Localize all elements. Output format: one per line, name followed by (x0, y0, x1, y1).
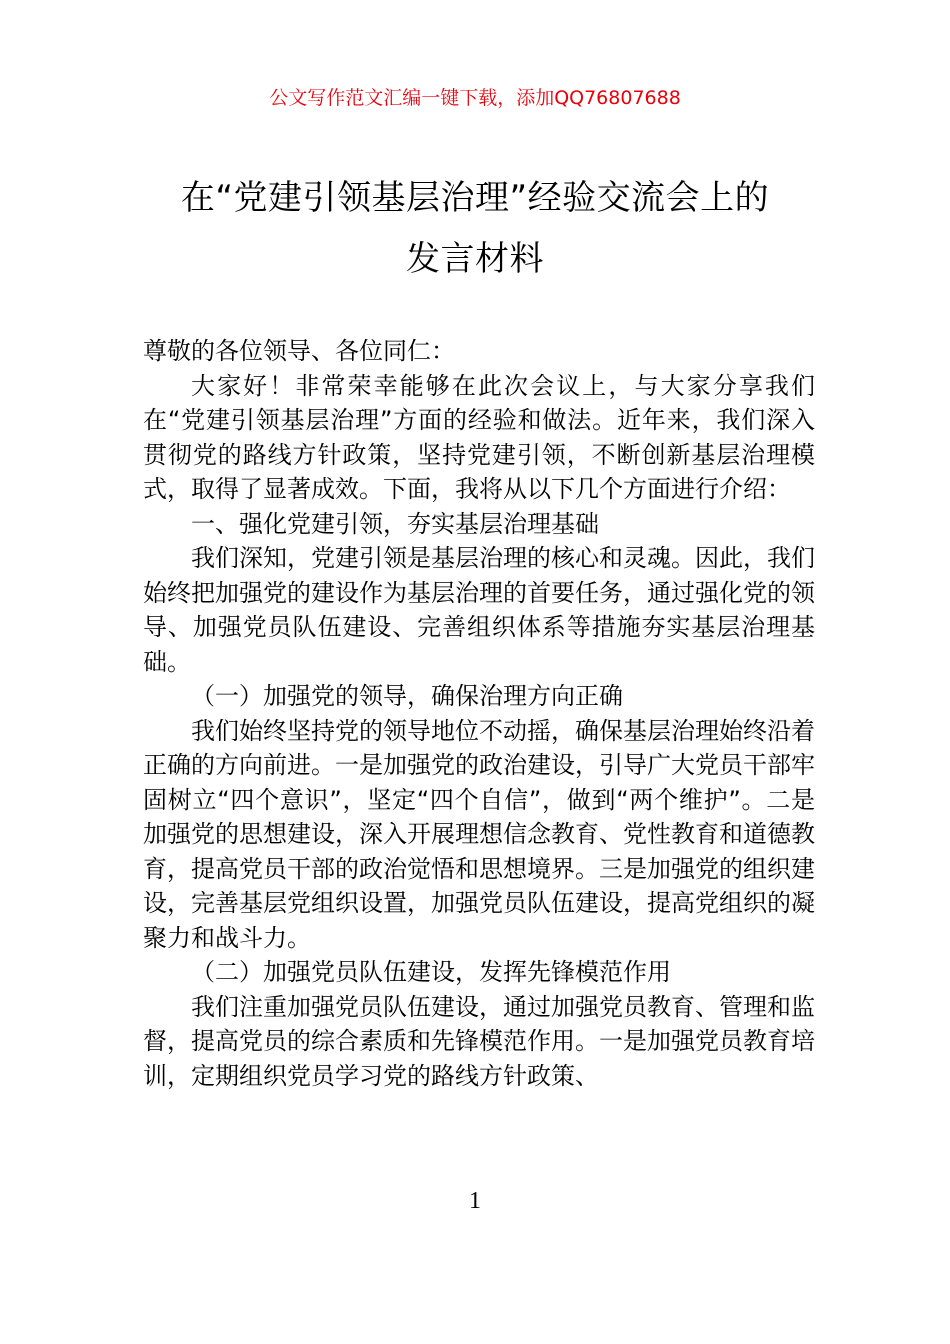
paragraph: 我们注重加强党员队伍建设，通过加强党员教育、管理和监督，提高党员的综合素质和先锋模范作用。一是加强党员教育培训，定期组织党员学习党的路线方针政策、 (143, 992, 815, 1090)
section-heading-1: 一、强化党建引领，夯实基层治理基础 (191, 509, 599, 538)
document-title (120, 168, 830, 290)
document-body (143, 334, 815, 1093)
title-line-1: 在“党建引领基层治理”经验交流会上的 (180, 178, 770, 218)
subsection-heading-1: （一）加强党的领导，确保治理方向正确 (191, 682, 623, 710)
download-banner: 公文写作范文汇编一键下载，添加QQ76807688 (269, 87, 681, 109)
paragraph: 我们始终坚持党的领导地位不动摇，确保基层治理始终沿着正确的方向前进。一是加强党的政治建设，引导广大党员干部牢固树立“四个意识”，坚定“四个自信”，做到“两个维护”。二是加强党的思想建设，深入开展理想信念教育、党性教育和道德教育，提高党员干部的政治觉悟和思想境界。三是加强党的组织建设，完善基层党组织设置，加强党员队伍建设，提高党组织的凝聚力和战斗力。 (143, 716, 815, 952)
salutation: 尊敬的各位领导、各位同仁： (143, 337, 455, 365)
title-line-2: 发言材料 (406, 239, 544, 279)
page-number: 1 (469, 1188, 481, 1214)
paragraph: 我们深知，党建引领是基层治理的核心和灵魂。因此，我们始终把加强党的建设作为基层治理的首要任务，通过强化党的领导、加强党员队伍建设、完善组织体系等措施夯实基层治理基础。 (143, 544, 815, 676)
subsection-heading-2: （二）加强党员队伍建设，发挥先锋模范作用 (191, 958, 671, 986)
paragraph-intro: 大家好！非常荣幸能够在此次会议上，与大家分享我们在“党建引领基层治理”方面的经验和做法。近年来，我们深入贯彻党的路线方针政策，坚持党建引领，不断创新基层治理模式，取得了显著成效。下面，我将从以下几个方面进行介绍： (143, 371, 815, 503)
